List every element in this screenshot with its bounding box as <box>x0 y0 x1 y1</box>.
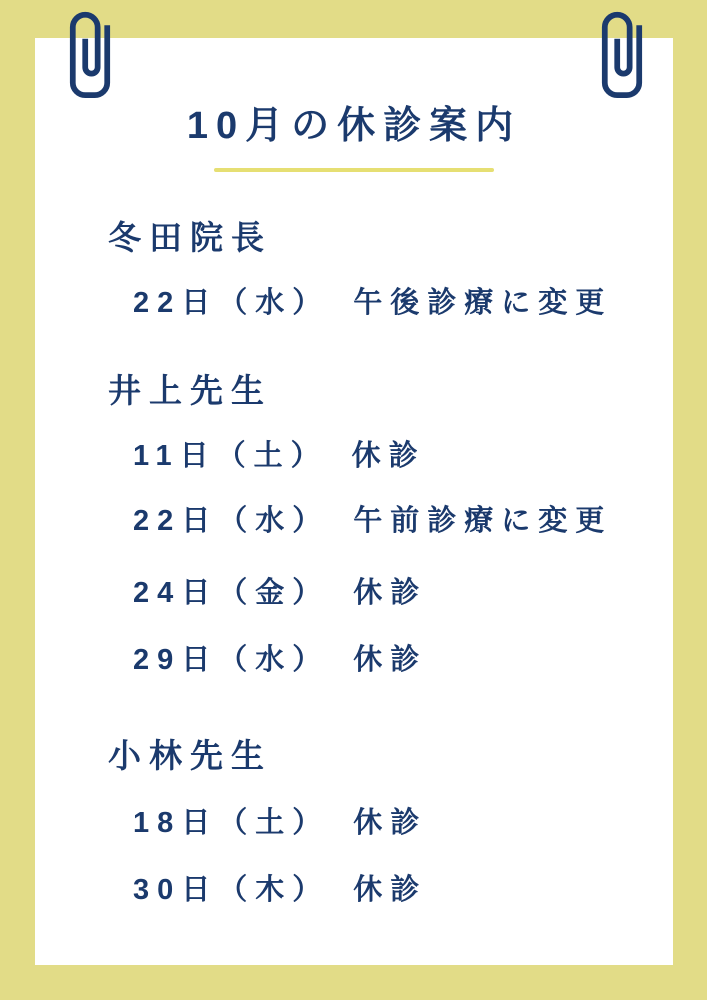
schedule-item <box>35 506 673 536</box>
schedule-date: 11日（土） <box>133 440 328 472</box>
schedule-note: 午後診療に変更 <box>353 287 613 319</box>
doctor-section <box>35 372 673 676</box>
doctor-name: 小林先生 <box>108 737 272 774</box>
doctor-name: 井上先生 <box>108 372 272 409</box>
schedule-item <box>35 578 673 608</box>
schedule-note: 休診 <box>351 440 426 472</box>
title-underline <box>214 168 494 172</box>
schedule-item <box>35 288 673 318</box>
schedule-date: 24日（金） <box>133 577 330 609</box>
schedule-date: 29日（水） <box>133 644 330 676</box>
schedule-date: 18日（土） <box>133 807 330 839</box>
schedule-note: 休診 <box>353 577 428 609</box>
schedule-date: 30日（木） <box>133 874 330 906</box>
doctor-section <box>35 219 673 319</box>
schedule-item <box>35 441 673 471</box>
schedule-date: 22日（水） <box>133 505 330 537</box>
schedule-note: 午前診療に変更 <box>353 505 613 537</box>
schedule-note: 休診 <box>353 807 428 839</box>
schedule-item <box>35 645 673 675</box>
doctor-section <box>35 737 673 906</box>
paperclip-icon <box>598 10 646 98</box>
schedule-item <box>35 808 673 838</box>
doctor-name: 冬田院長 <box>108 219 272 256</box>
schedule-note: 休診 <box>353 644 428 676</box>
schedule-item <box>35 875 673 905</box>
page-title: 10月の休診案内 <box>186 105 522 147</box>
schedule-date: 22日（水） <box>133 287 330 319</box>
notice-content <box>35 38 673 905</box>
paperclip-icon <box>66 10 114 98</box>
schedule-note: 休診 <box>353 874 428 906</box>
